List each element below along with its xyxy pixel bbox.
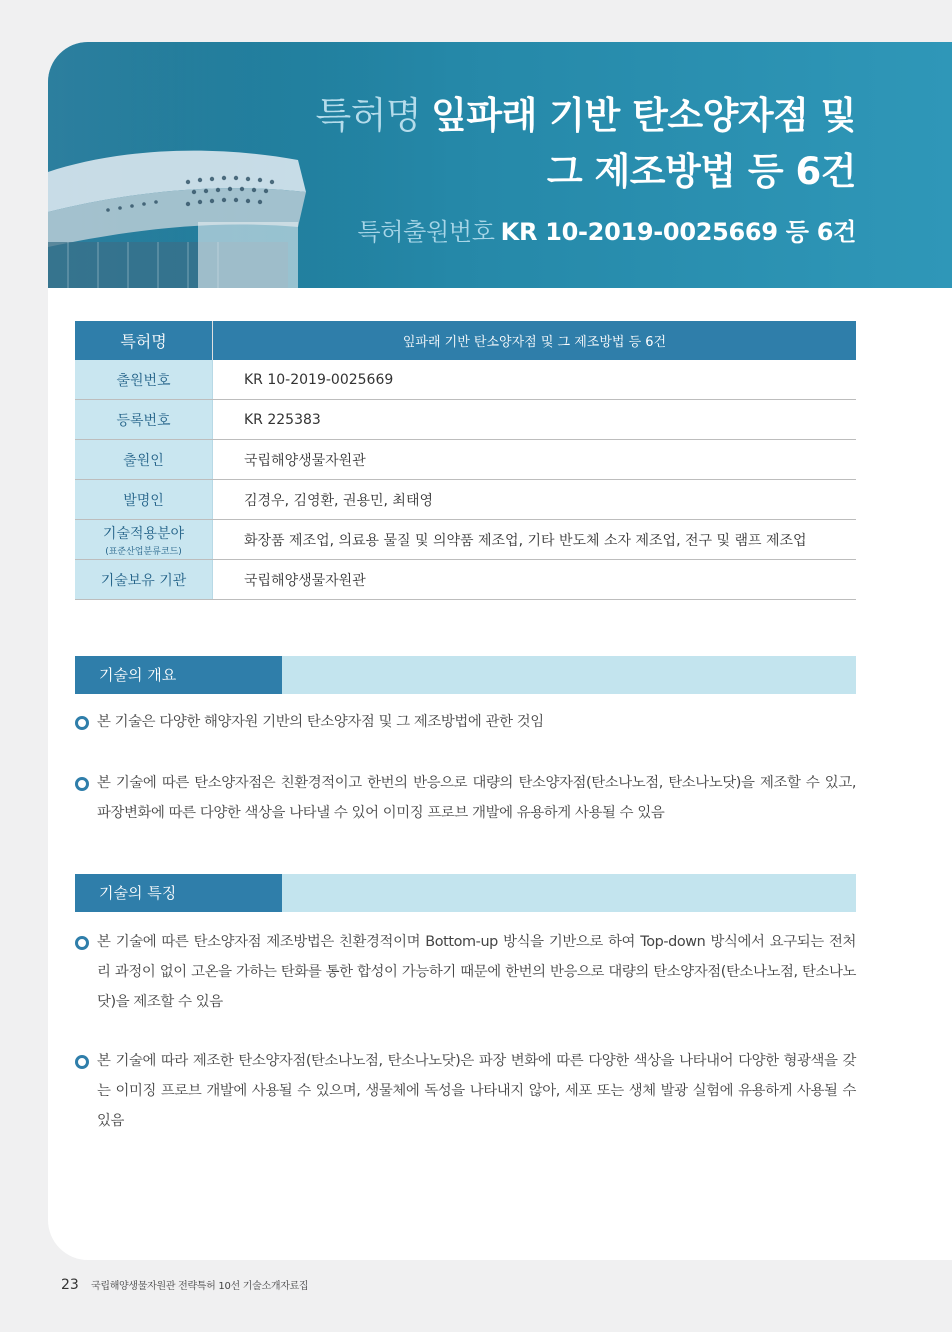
table-header-row xyxy=(75,321,856,360)
table-header-value: 잎파래 기반 탄소양자점 및 그 제조방법 등 6건 xyxy=(213,321,857,360)
bullet-text: 본 기술은 다양한 해양자원 기반의 탄소양자점 및 그 제조방법에 관한 것임 xyxy=(97,714,544,730)
table-row xyxy=(75,400,856,440)
patent-title xyxy=(315,88,856,200)
row-key: 등록번호 xyxy=(75,400,213,440)
row-key: 출원번호 xyxy=(75,360,213,400)
table-row xyxy=(75,360,856,400)
table-row xyxy=(75,520,856,560)
section-overview-label: 기술의 개요 xyxy=(75,656,282,694)
table-row xyxy=(75,440,856,480)
bullet-circle-icon xyxy=(75,716,89,730)
row-key: 기술보유 기관 xyxy=(75,560,213,600)
row-value: 국립해양생물자원관 xyxy=(213,560,857,600)
bullet-text: 본 기술에 따른 탄소양자점 제조방법은 친환경적이며 Bottom-up 방식을 기반으로 하여 Top-down 방식에서 요구되는 전처리 과정이 없이 고온을 가하는 탄화를 통한 합성이 가능하기 때문에 한번의 반응으로 대량의 탄소양자점(탄소나노점, 탄소나노닷)을 제조할 수 있음 xyxy=(97,934,856,1010)
section-features-header xyxy=(75,874,856,912)
page-sheet xyxy=(48,42,952,1260)
header-banner xyxy=(48,42,952,288)
bullet-circle-icon xyxy=(75,936,89,950)
row-key: 발명인 xyxy=(75,480,213,520)
row-value: 김경우, 김영환, 권용민, 최태영 xyxy=(213,480,857,520)
table-header-key: 특허명 xyxy=(75,321,213,360)
application-number xyxy=(357,212,856,247)
row-key-sub: (표준산업분류코드) xyxy=(105,546,182,557)
row-key-main: 기술적용분야 xyxy=(102,525,185,542)
row-value: KR 225383 xyxy=(213,400,857,440)
list-item xyxy=(75,1046,856,1136)
footer-text: 국립해양생물자원관 전략특허 10선 기술소개자료집 xyxy=(90,1281,309,1292)
title-line-2: 그 제조방법 등 6건 xyxy=(546,150,856,193)
bullet-circle-icon xyxy=(75,777,89,791)
list-item xyxy=(75,768,856,828)
table-row xyxy=(75,560,856,600)
number-prefix: 특허출원번호 xyxy=(357,218,495,246)
page-footer xyxy=(61,1277,308,1293)
title-line-1: 잎파래 기반 탄소양자점 및 xyxy=(431,94,856,137)
section-overview-header xyxy=(75,656,856,694)
row-value: 국립해양생물자원관 xyxy=(213,440,857,480)
row-key xyxy=(75,520,213,560)
bullet-text: 본 기술에 따라 제조한 탄소양자점(탄소나노점, 탄소나노닷)은 파장 변화에 따른 다양한 색상을 나타내어 다양한 형광색을 갖는 이미징 프로브 개발에 사용될 수 있으며, 생물체에 독성을 나타내지 않아, 세포 또는 생체 발광 실험에 유용하게 사용될 수 있음 xyxy=(97,1053,856,1129)
number-value: KR 10-2019-0025669 등 6건 xyxy=(500,218,856,246)
patent-info-table xyxy=(75,321,856,600)
row-key: 출원인 xyxy=(75,440,213,480)
table-row xyxy=(75,480,856,520)
list-item xyxy=(75,927,856,1017)
list-item xyxy=(75,707,856,737)
section-features-label: 기술의 특징 xyxy=(75,874,282,912)
bullet-circle-icon xyxy=(75,1055,89,1069)
row-value: KR 10-2019-0025669 xyxy=(213,360,857,400)
bullet-text: 본 기술에 따른 탄소양자점은 친환경적이고 한번의 반응으로 대량의 탄소양자점(탄소나노점, 탄소나노닷)을 제조할 수 있고, 파장변화에 따른 다양한 색상을 나타낼 수 있어 이미징 프로브 개발에 유용하게 사용될 수 있음 xyxy=(97,775,856,821)
page-number: 23 xyxy=(61,1277,79,1293)
title-prefix: 특허명 xyxy=(315,94,422,137)
row-value: 화장품 제조업, 의료용 물질 및 의약품 제조업, 기타 반도체 소자 제조업, 전구 및 램프 제조업 xyxy=(213,520,857,560)
